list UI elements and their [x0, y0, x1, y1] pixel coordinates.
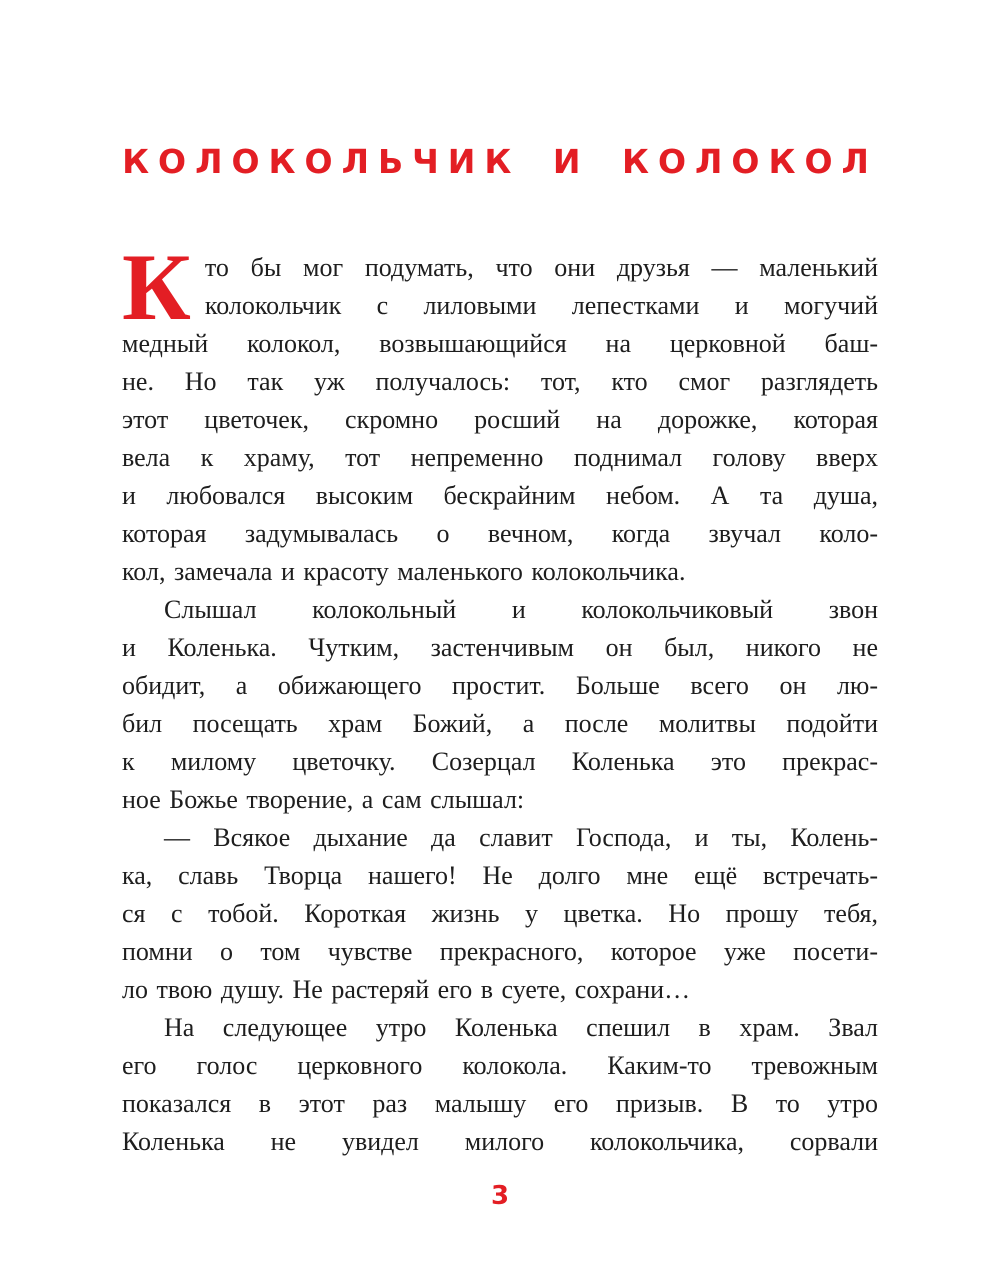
text-line: этот цветочек, скромно росший на дорожке, которая [122, 405, 878, 434]
paragraph-1 [122, 234, 878, 591]
paragraph-2 [122, 591, 878, 819]
chapter-title: КОЛОКОЛЬЧИК И КОЛОКОЛ [122, 142, 878, 181]
text-line: колокольчик с лиловыми лепестками и могучий [204, 291, 878, 320]
text-line: ка, славь Творца нашего! Не долго мне ещё встречать- [122, 861, 878, 890]
text-line: ло твою душу. Не растеряй его в суете, сохрани… [122, 975, 691, 1004]
paragraph-3 [122, 819, 878, 1009]
text-line: и любовался высоким бескрайним небом. А та душа, [122, 481, 878, 510]
text-line: кол, замечала и красоту маленького колокольчика. [122, 557, 686, 586]
paragraph-4 [122, 1009, 878, 1161]
text-line: вела к храму, тот непременно поднимал голову вверх [122, 443, 878, 472]
text-line: показался в этот раз малышу его призыв. В то утро [122, 1089, 878, 1118]
text-line: ся с тобой. Короткая жизнь у цветка. Но прошу тебя, [122, 899, 878, 928]
text-line: Коленька не увидел милого колокольчика, сорвали [122, 1127, 878, 1156]
text-line: его голос церковного колокола. Каким-то тревожным [122, 1051, 878, 1080]
text-line: помни о том чувстве прекрасного, которое уже посети- [122, 937, 878, 966]
text-line: — Всякое дыхание да славит Господа, и ты, Колень- [164, 823, 878, 852]
text-line: которая задумывалась о вечном, когда звучал коло- [122, 519, 878, 548]
text-line: и Коленька. Чутким, застенчивым он был, никого не [122, 633, 878, 662]
text-line: то бы мог подумать, что они друзья — маленький [204, 253, 878, 282]
text-line: обидит, а обижающего простит. Больше всего он лю- [122, 671, 878, 700]
drop-cap: К [122, 234, 191, 340]
text-line: Слышал колокольный и колокольчиковый звон [164, 595, 878, 624]
text-line: ное Божье творение, а сам слышал: [122, 785, 525, 814]
text-line: медный колокол, возвышающийся на церковной баш- [122, 329, 878, 358]
page-number: 3 [490, 1181, 510, 1211]
text-block [122, 234, 878, 1161]
text-line: не. Но так уж получалось: тот, кто смог разглядеть [122, 367, 878, 396]
text-line: к милому цветочку. Созерцал Коленька это прекрас- [122, 747, 878, 776]
text-line: бил посещать храм Божий, а после молитвы подойти [122, 709, 878, 738]
text-line: На следующее утро Коленька спешил в храм. Звал [164, 1013, 878, 1042]
